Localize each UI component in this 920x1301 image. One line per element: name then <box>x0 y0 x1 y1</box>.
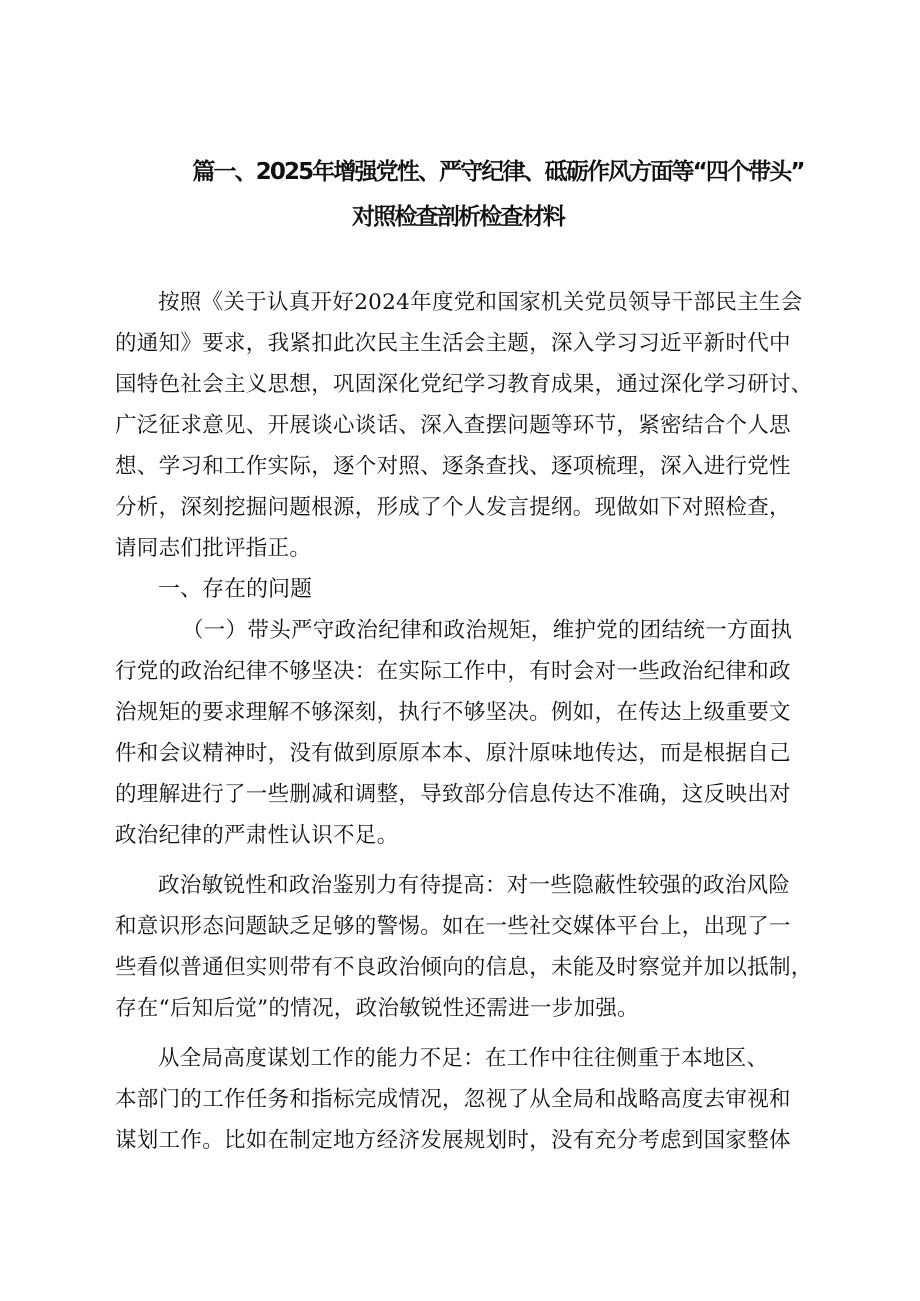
para1-line: 的理解进行了一些删减和调整，导致部分信息传达不准确，这反映出对 <box>115 782 791 807</box>
intro-line: 的通知》要求，我紧扣此次民主生活会主题，深入学习习近平新时代中 <box>115 331 791 356</box>
para3-line: 谋划工作。比如在制定地方经济发展规划时，没有充分考虑到国家整体 <box>115 1128 791 1153</box>
document-title-line-2: 对照检查剖析检查材料 <box>351 204 564 230</box>
intro-line: 分析，深刻挖掘问题根源，形成了个人发言提纲。现做如下对照检查， <box>115 495 791 520</box>
para2-line: 政治敏锐性和政治鉴别力有待提高：对一些隐蔽性较强的政治风险 <box>158 873 791 898</box>
intro-line: 请同志们批评指正。 <box>115 536 312 561</box>
para1-line: 治规矩的要求理解不够深刻，执行不够坚决。例如，在传达上级重要文 <box>115 700 791 725</box>
para2-line: 些看似普通但实则带有不良政治倾向的信息，未能及时察觉并加以抵制， <box>115 955 813 980</box>
para3-line: 从全局高度谋划工作的能力不足：在工作中往往侧重于本地区、 <box>158 1046 769 1071</box>
para1-line: 行党的政治纪律不够坚决：在实际工作中，有时会对一些政治纪律和政 <box>115 659 791 684</box>
para1-line: 件和会议精神时，没有做到原原本本、原汁原味地传达，而是根据自己 <box>115 741 791 766</box>
document-title-line-1: 篇一、2025年增强党性、严守纪律、砥砺作风方面等“四个带头” <box>192 159 804 185</box>
intro-line: 想、学习和工作实际，逐个对照、逐条查找、逐项梳理，深入进行党性 <box>115 454 791 479</box>
para1-line: 政治纪律的严肃性认识不足。 <box>115 823 399 848</box>
section-heading: 一、存在的问题 <box>158 577 313 602</box>
intro-line: 国特色社会主义思想，巩固深化党纪学习教育成果，通过深化学习研讨、 <box>115 372 813 397</box>
para2-line: 和意识形态问题缺乏足够的警惕。如在一些社交媒体平台上，出现了一 <box>115 914 791 939</box>
para2-line: 存在“后知后觉”的情况，政治敏锐性还需进一步加强。 <box>115 996 639 1021</box>
para1-line: （一）带头严守政治纪律和政治规矩，维护党的团结统一方面执 <box>182 618 793 643</box>
intro-line: 按照《关于认真开好2024年度党和国家机关党员领导干部民主生会 <box>158 290 803 315</box>
intro-line: 广泛征求意见、开展谈心谈话、深入查摆问题等环节，紧密结合个人思 <box>115 413 791 438</box>
para3-line: 本部门的工作任务和指标完成情况，忽视了从全局和战略高度去审视和 <box>115 1087 791 1112</box>
